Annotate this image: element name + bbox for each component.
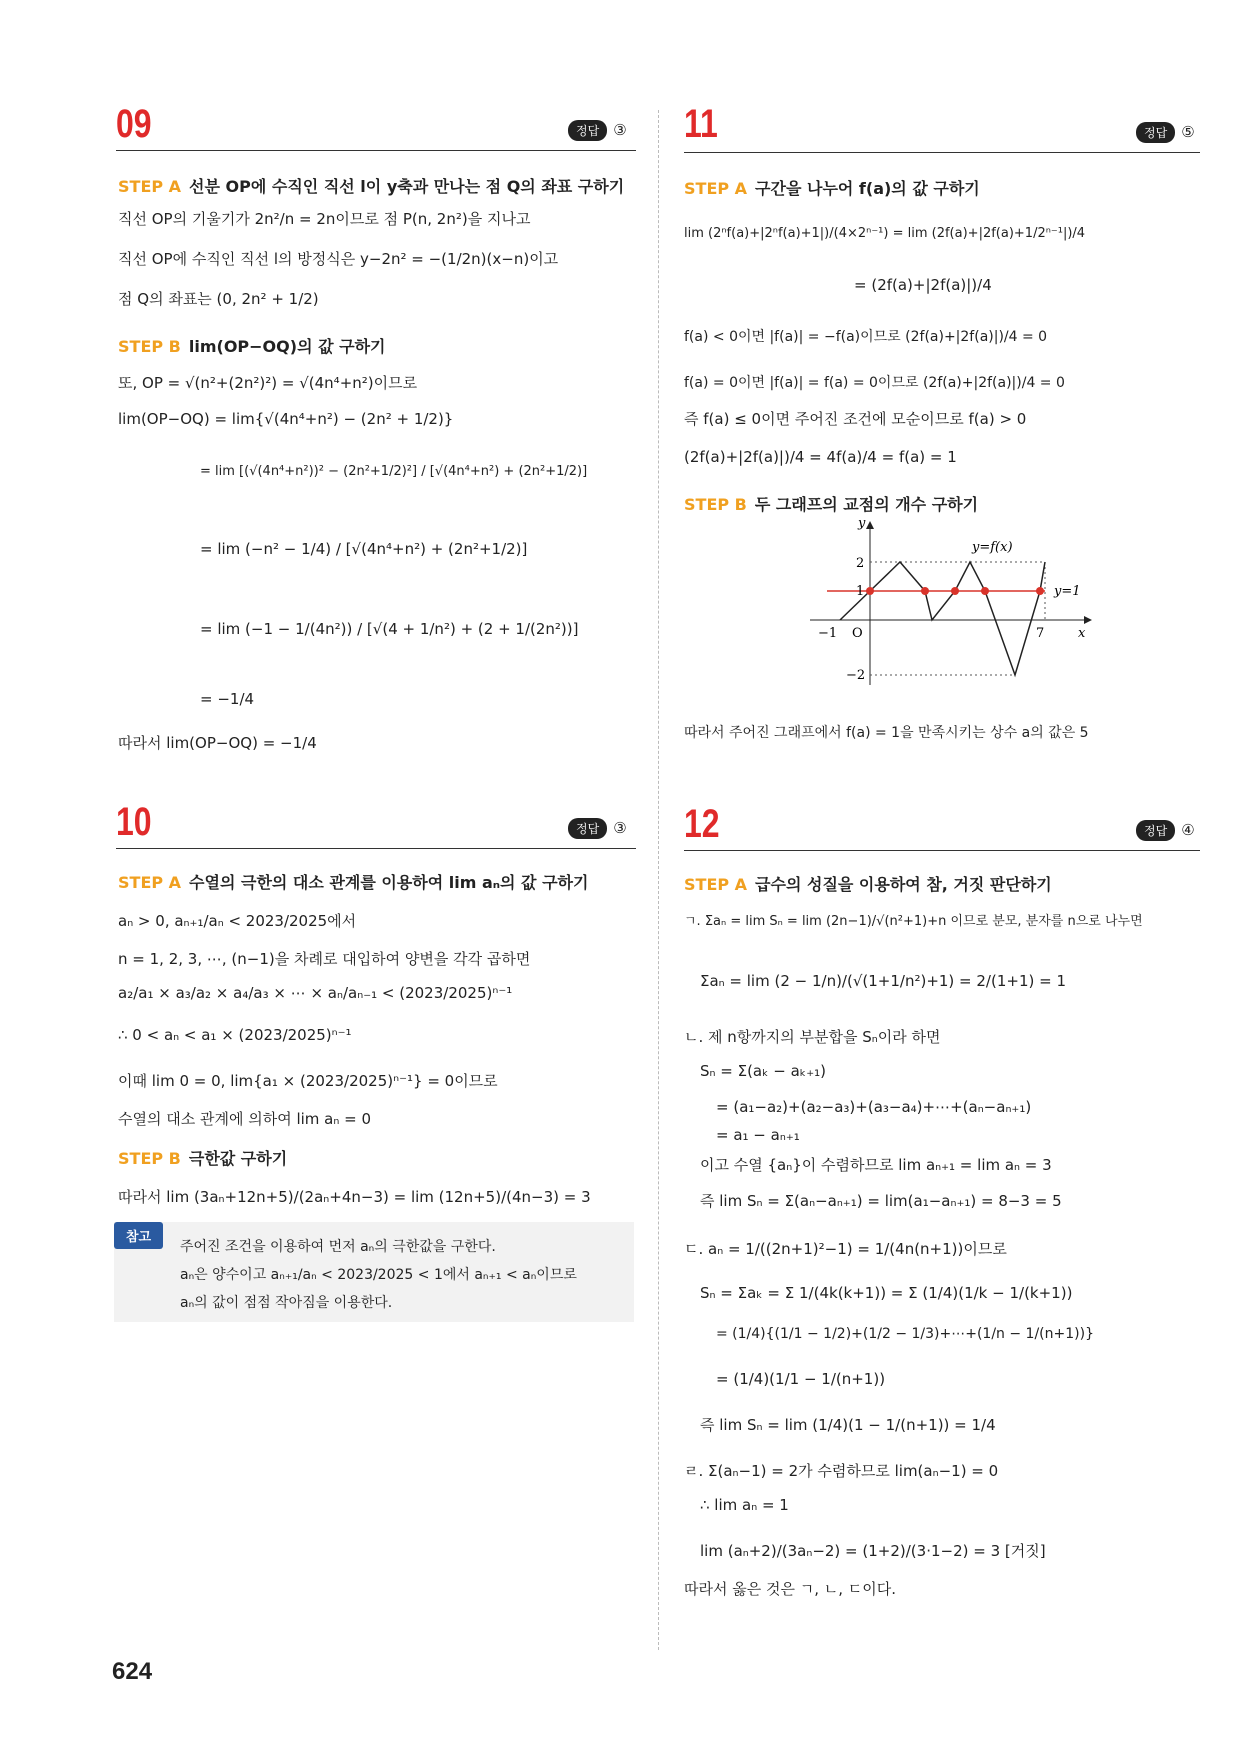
column-divider [658, 110, 659, 1650]
answer-value: ④ [1181, 821, 1195, 839]
solution-line: = (1/4)(1/1 − 1/(n+1)) [716, 1370, 886, 1388]
solution-line: 즉 lim Sₙ = lim (1/4)(1 − 1/(n+1)) = 1/4 [700, 1416, 996, 1434]
tick-label: 1 [856, 584, 865, 599]
solution-line: = lim (−1 − 1/(4n²)) / [√(4 + 1/n²) + (2 + 1/(2n²))] [200, 620, 579, 638]
solution-line: a₂/a₁ × a₃/a₂ × a₄/a₃ × ⋯ × aₙ/aₙ₋₁ < (2023/2025)ⁿ⁻¹ [118, 984, 513, 1002]
solution-line: (2f(a)+|2f(a)|)/4 = 4f(a)/4 = f(a) = 1 [684, 448, 957, 466]
x-axis-label: x [1078, 626, 1086, 641]
answer-label: 정답 [1136, 122, 1175, 143]
section-rule [684, 152, 1200, 153]
solution-line: n = 1, 2, 3, ⋯, (n−1)을 차례로 대입하여 양변을 각각 곱하면 [118, 950, 531, 968]
solution-line: Sₙ = Σaₖ = Σ 1/(4k(k+1)) = Σ (1/4)(1/k − 1/(k+1)) [700, 1284, 1073, 1302]
step-b-heading: STEP B 극한값 구하기 [118, 1149, 288, 1168]
solution-line: Sₙ = Σ(aₖ − aₖ₊₁) [700, 1062, 826, 1080]
section-rule [684, 850, 1200, 851]
page-number: 624 [112, 1658, 153, 1685]
solution-line: ㄷ. aₙ = 1/((2n+1)²−1) = 1/(4n(n+1))이므로 [684, 1240, 1007, 1258]
solution-line: f(a) < 0이면 |f(a)| = −f(a)이므로 (2f(a)+|2f(a)|)/4 = 0 [684, 329, 1048, 345]
tick-label: 2 [856, 556, 865, 571]
answer-label: 정답 [1136, 820, 1175, 841]
solution-line: f(a) = 0이면 |f(a)| = f(a) = 0이므로 (2f(a)+|2f(a)|)/4 = 0 [684, 375, 1065, 391]
note-line: aₙ의 값이 점점 작아짐을 이용한다. [180, 1295, 393, 1311]
solution-line: 즉 f(a) ≤ 0이면 주어진 조건에 모순이므로 f(a) > 0 [684, 410, 1027, 428]
solution-line: = lim (−n² − 1/4) / [√(4n⁴+n²) + (2n²+1/2)] [200, 540, 528, 558]
step-a-heading: STEP A 급수의 성질을 이용하여 참, 거짓 판단하기 [684, 875, 1052, 894]
answer-badge-10 [568, 818, 627, 839]
solution-line: ∴ lim aₙ = 1 [700, 1496, 789, 1514]
step-b-heading: STEP B lim(OP−OQ)의 값 구하기 [118, 337, 386, 356]
solution-line: ㄹ. Σ(aₙ−1) = 2가 수렴하므로 lim(aₙ−1) = 0 [684, 1462, 999, 1480]
solution-line: = a₁ − aₙ₊₁ [716, 1126, 800, 1144]
step-a-heading: STEP A 구간을 나누어 f(a)의 값 구하기 [684, 179, 980, 198]
solution-line: 또, OP = √(n²+(2n²)²) = √(4n⁴+n²)이므로 [118, 374, 418, 392]
problem-number-11: 11 [684, 102, 718, 146]
answer-badge-09 [568, 120, 627, 141]
step-a-heading: STEP A 선분 OP에 수직인 직선 l이 y축과 만나는 점 Q의 좌표 구하기 [118, 177, 625, 196]
answer-value: ③ [613, 121, 627, 139]
solution-line: aₙ > 0, aₙ₊₁/aₙ < 2023/2025에서 [118, 912, 357, 930]
problem-number-12: 12 [684, 802, 720, 846]
tick-label: −2 [846, 668, 866, 683]
solution-line: 점 Q의 좌표는 (0, 2n² + 1/2) [118, 290, 319, 308]
section-rule [116, 150, 636, 151]
solution-line: 따라서 옳은 것은 ㄱ, ㄴ, ㄷ이다. [684, 1580, 897, 1598]
step-b-heading: STEP B 두 그래프의 교점의 개수 구하기 [684, 495, 979, 514]
tick-label: −1 [818, 626, 838, 641]
solution-line: 이고 수열 {aₙ}이 수렴하므로 lim aₙ₊₁ = lim aₙ = 3 [700, 1156, 1052, 1174]
answer-label: 정답 [568, 818, 607, 839]
solution-line: 즉 lim Sₙ = Σ(aₙ−aₙ₊₁) = lim(a₁−aₙ₊₁) = 8−3 = 5 [700, 1192, 1062, 1210]
conclusion-line: 따라서 주어진 그래프에서 f(a) = 1을 만족시키는 상수 a의 값은 5 [684, 725, 1089, 741]
curve-label: y=f(x) [972, 540, 1013, 555]
solution-line: lim (aₙ+2)/(3aₙ−2) = (1+2)/(3·1−2) = 3 [거짓] [700, 1542, 1046, 1560]
note-line: aₙ은 양수이고 aₙ₊₁/aₙ < 2023/2025 < 1에서 aₙ₊₁ < aₙ이므로 [180, 1267, 577, 1283]
answer-label: 정답 [568, 120, 607, 141]
note-tag: 참고 [114, 1222, 163, 1249]
solution-line: = (a₁−a₂)+(a₂−a₃)+(a₃−a₄)+⋯+(aₙ−aₙ₊₁) [716, 1098, 1032, 1116]
solution-line: ㄴ. 제 n항까지의 부분합을 Sₙ이라 하면 [684, 1028, 941, 1046]
y-axis-label: y [858, 516, 866, 531]
intersection-point [951, 587, 959, 595]
solution-line: = (1/4){(1/1 − 1/2)+(1/2 − 1/3)+⋯+(1/n − 1/(n+1))} [716, 1326, 1094, 1342]
line-label: y=1 [1054, 584, 1081, 599]
solution-line: 직선 OP에 수직인 직선 l의 방정식은 y−2n² = −(1/2n)(x−n)이고 [118, 250, 559, 268]
origin-label: O [852, 626, 863, 641]
solution-line: ㄱ. Σaₙ = lim Sₙ = lim (2n−1)/√(n²+1)+n 이므로 분모, 분자를 n으로 나누면 [684, 914, 1143, 929]
answer-badge-11 [1136, 122, 1195, 143]
step-a-heading: STEP A 수열의 극한의 대소 관계를 이용하여 lim aₙ의 값 구하기 [118, 873, 589, 892]
solution-line: ∴ 0 < aₙ < a₁ × (2023/2025)ⁿ⁻¹ [118, 1026, 352, 1044]
solution-line: = lim [(√(4n⁴+n²))² − (2n²+1/2)²] / [√(4n⁴+n²) + (2n²+1/2)] [200, 464, 588, 479]
problem-number-09: 09 [116, 102, 152, 146]
intersection-point [866, 587, 874, 595]
intersection-point [981, 587, 989, 595]
solution-line: 따라서 lim (3aₙ+12n+5)/(2aₙ+4n−3) = lim (12n+5)/(4n−3) = 3 [118, 1188, 591, 1206]
solution-line: Σaₙ = lim (2 − 1/n)/(√(1+1/n²)+1) = 2/(1+1) = 1 [700, 972, 1066, 990]
solution-line: = (2f(a)+|2f(a)|)/4 [854, 276, 992, 294]
solution-line: 따라서 lim(OP−OQ) = −1/4 [118, 734, 317, 752]
function-graph [800, 515, 1100, 695]
solution-line: 직선 OP의 기울기가 2n²/n = 2n이므로 점 P(n, 2n²)을 지나고 [118, 210, 531, 228]
intersection-point [921, 587, 929, 595]
solution-line: lim(OP−OQ) = lim{√(4n⁴+n²) − (2n² + 1/2)} [118, 410, 454, 428]
answer-value: ③ [613, 819, 627, 837]
problem-number-10: 10 [116, 800, 152, 844]
section-rule [116, 848, 636, 849]
solution-line: 수열의 대소 관계에 의하여 lim aₙ = 0 [118, 1110, 371, 1128]
solution-line: lim (2ⁿf(a)+|2ⁿf(a)+1|)/(4×2ⁿ⁻¹) = lim (2f(a)+|2f(a)+1/2ⁿ⁻¹|)/4 [684, 226, 1086, 241]
answer-value: ⑤ [1181, 123, 1195, 141]
tick-label: 7 [1036, 626, 1045, 641]
note-line: 주어진 조건을 이용하여 먼저 aₙ의 극한값을 구한다. [180, 1239, 496, 1255]
solution-line: 이때 lim 0 = 0, lim{a₁ × (2023/2025)ⁿ⁻¹} = 0이므로 [118, 1072, 498, 1090]
solution-line: = −1/4 [200, 690, 255, 708]
answer-badge-12 [1136, 820, 1195, 841]
intersection-point [1036, 587, 1044, 595]
